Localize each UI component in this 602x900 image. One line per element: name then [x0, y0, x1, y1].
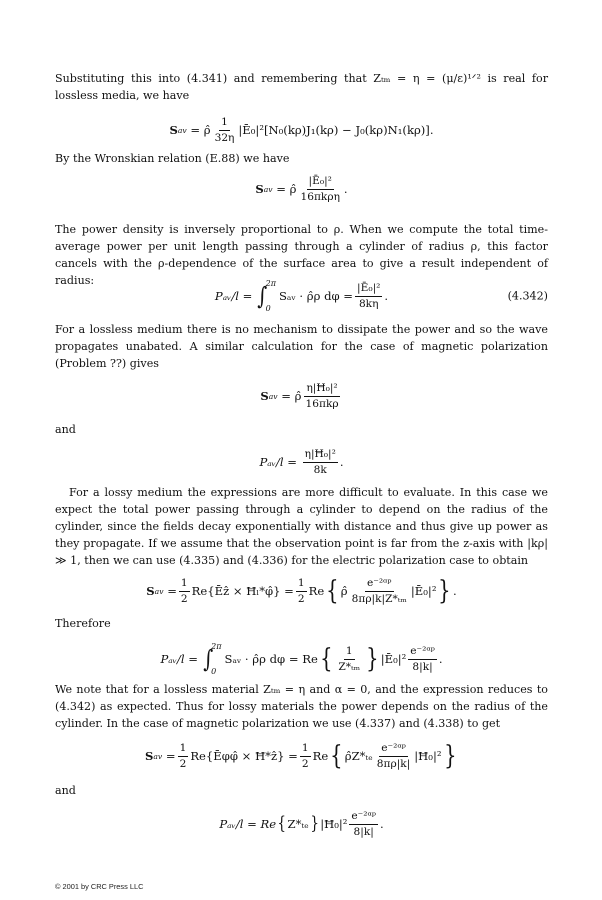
fraction [336, 645, 362, 672]
fraction: $\frac{1}{2}$ [297, 577, 305, 605]
equation-9 [55, 802, 548, 846]
frac-den: 8kη [358, 297, 379, 310]
eq-tail: |Ē₀|²[N₀(kρ)J₁(kρ) − J₀(kρ)N₁(kρ)]. [238, 123, 434, 137]
eq-re: Re [312, 749, 329, 763]
paragraph: Substituting this into (4.341) and remembering that Zₜₘ = η = (μ/ε)¹ᐟ² is real for lossless media, we have [55, 72, 548, 102]
fraction [303, 448, 338, 475]
eq-tail: . [438, 652, 443, 666]
eq-sub: av [263, 184, 273, 194]
right-brace-icon: } [438, 576, 451, 606]
eq-sub: av [153, 751, 163, 761]
frac-den: 2 [179, 757, 187, 770]
eq-sub: av [268, 391, 278, 401]
equation-5 [55, 442, 548, 482]
right-brace-icon: } [443, 741, 456, 771]
int-lower: 0 [265, 304, 271, 313]
paragraph: For a lossy medium the expressions are more difficult to evaluate. In this case we expect the total power passing through a cylinder to depend on the radius of the cylinder, since the fields decay exponentially with distance and thus give up power as they propagate. If we assume that the observation point is far from the z-axis with |kρ| ≫ 1, then we can use (4.335) and (4.336) for the electric polarization case to obtain [55, 486, 548, 567]
frac-den: 32η [214, 131, 235, 144]
fraction [178, 742, 189, 769]
frac-num: e⁻²ᵅᵖ [379, 742, 408, 756]
paragraph: The power density is inversely proportional to ρ. When we compute the total time-average power per unit length passing through a cylinder of radius ρ, this factor cancels with the ρ-dependence of the surface area to give a result independent of radius: [55, 223, 548, 287]
paragraph: By the Wronskian relation (E.88) we have [55, 152, 290, 165]
right-brace-icon: } [310, 813, 319, 834]
paragraph: Therefore [55, 617, 111, 630]
eq-lhs: S [146, 584, 155, 598]
eq-mid: |Ē₀|² [380, 652, 407, 666]
left-brace-icon: { [330, 741, 343, 771]
equation-number: (4.342) [507, 289, 548, 303]
left-brace-icon: { [277, 813, 287, 834]
eq-re: Re [308, 584, 325, 598]
eq-mid: |Ħ₀|² [320, 817, 348, 831]
eq-tail: . [384, 289, 389, 303]
frac-num: e⁻²ᵅᵖ [408, 645, 437, 659]
equation-3 [55, 276, 548, 316]
copyright-footer: © 2001 by CRC Press LLC [55, 882, 144, 891]
frac-den: 8πρ|k|Z*ₜₘ [351, 592, 407, 605]
frac-num: 1 [219, 116, 230, 130]
eq-lhs: S [260, 389, 269, 403]
eq-inner: |Ē₀|² [410, 584, 437, 598]
eq-sub: av [177, 125, 187, 135]
fraction [375, 742, 413, 769]
int-upper: 2π [265, 279, 276, 288]
frac-num: 1 [344, 645, 355, 659]
eq-rhs: = ρ̂ [190, 123, 211, 137]
frac-num: |Ē₀|² [307, 175, 334, 189]
frac-den: Z*ₜₘ [338, 660, 361, 673]
equation-4 [55, 376, 548, 416]
fraction: $\frac{1}{2}$ [301, 742, 309, 770]
int-lower: 0 [211, 667, 217, 676]
frac-den: 8|k| [353, 825, 374, 838]
eq-tail: . [453, 584, 457, 598]
frac-num: e⁻²ᵅᵖ [349, 810, 378, 824]
eq-inner: Z*ₜₑ [287, 817, 309, 831]
eq-body: Sₐᵥ · ρ̂ρ dφ = Re [224, 652, 318, 666]
paragraph: We note that for a lossless material Zₜₘ = η and α = 0, and the expression reduces to (4.342) as expected. Thus for lossy materials the power depends on the radius of the cylinder. In the case of magnetic polarization we use (4.337) and (4.338) to get [55, 683, 548, 730]
right-brace-icon: } [366, 644, 379, 674]
eq-tail: . [343, 182, 348, 196]
fraction [304, 382, 341, 409]
eq-sub: av [154, 586, 164, 596]
int-upper: 2π [211, 642, 222, 651]
eq-lhs: S [169, 123, 178, 137]
frac-num: |Ē₀|² [355, 282, 382, 296]
frac-den: 16πkρη [300, 190, 340, 203]
left-brace-icon: { [326, 576, 339, 606]
equation-6 [55, 569, 548, 613]
eq-equals: = [165, 749, 176, 763]
frac-num: 1 [179, 577, 190, 591]
fraction [213, 116, 237, 143]
frac-num: η|Ħ₀|² [304, 382, 339, 396]
frac-den: 2 [180, 592, 188, 605]
eq-equals: = [167, 584, 177, 598]
eq-inner: |Ħ₀|² [414, 749, 442, 763]
fraction [179, 577, 190, 604]
equation-1 [55, 112, 548, 148]
eq-lhs: Pₐᵥ/l = [259, 455, 297, 469]
eq-re-term: Re{Ēφφ̂ × Ħ*ẑ} = [190, 749, 298, 763]
eq-inner: ρ̂ [340, 584, 348, 598]
paragraph: For a lossless medium there is no mechanism to dissipate the power and so the wave propagates unabated. A similar calculation for the case of magnetic polarization (Problem ??) gives [55, 323, 548, 370]
fraction [350, 577, 409, 604]
eq-tail: . [380, 817, 384, 831]
paragraph: and [55, 784, 76, 797]
frac-num: η|Ħ₀|² [303, 448, 338, 462]
integral-icon: ∫ [257, 282, 268, 310]
fraction [298, 175, 341, 202]
eq-lhs: S [144, 749, 154, 763]
eq-lhs: Pₐᵥ/l = [214, 289, 253, 303]
equation-8 [55, 734, 548, 778]
eq-lhs: Pₐᵥ/l = Re [219, 817, 277, 831]
frac-num: 1 [178, 742, 189, 756]
frac-den: 8πρ|k| [376, 757, 411, 770]
left-brace-icon: { [319, 644, 333, 674]
eq-tail: . [339, 455, 344, 469]
eq-body: Sₐᵥ · ρ̂ρ dφ = [278, 289, 354, 303]
equation-2 [55, 170, 548, 208]
eq-lhs: S [255, 182, 264, 196]
eq-inner: ρ̂Z*ₜₑ [344, 749, 373, 763]
paragraph: and [55, 423, 76, 436]
fraction [408, 645, 437, 672]
frac-num: e⁻²ᵅᵖ [365, 577, 394, 591]
eq-rhs: = ρ̂ [281, 389, 302, 403]
frac-den: 8k [313, 463, 327, 476]
integral-icon: ∫ [202, 645, 213, 673]
fraction [349, 810, 378, 837]
eq-lhs: Pₐᵥ/l = [160, 652, 198, 666]
eq-re-term: Re{Ēẑ × Ħₗ*φ̂} = [191, 584, 294, 598]
fraction [355, 282, 382, 309]
equation-7 [55, 637, 548, 681]
frac-den: 16πkρ [305, 397, 339, 410]
eq-rhs: = ρ̂ [276, 182, 297, 196]
frac-den: 8|k| [412, 660, 433, 673]
